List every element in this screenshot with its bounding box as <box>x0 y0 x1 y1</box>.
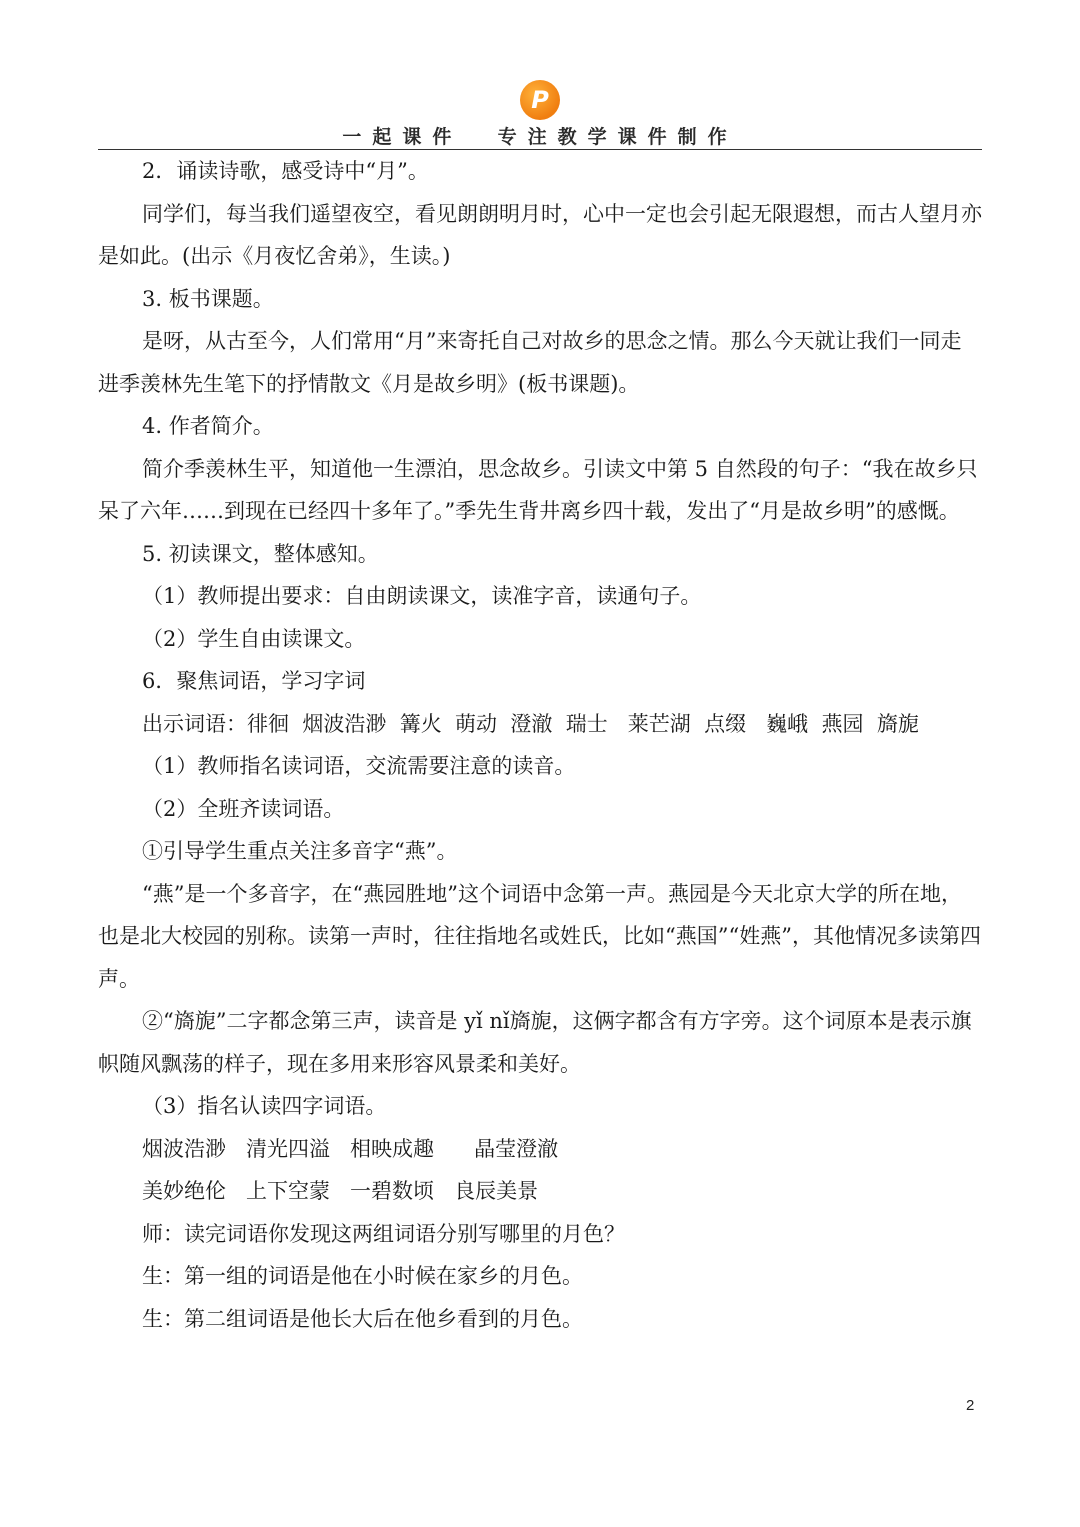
section-3-body: 是呀，从古至今，人们常用“月”来寄托自己对故乡的思念之情。那么今天就让我们一同走进季羡林先生笔下的抒情散文《月是故乡明》(板书课题)。 <box>98 329 962 396</box>
section-4-body: 简介季羡林生平，知道他一生漂泊，思念故乡。引读文中第 5 自然段的句子：“我在故乡只呆了六年……到现在已经四十多年了。”季先生背井离乡四十载，发出了“月是故乡明”的感慨。 <box>98 456 978 523</box>
word-group-1: 烟波浩渺 清光四溢 相映成趣 晶莹澄澈 <box>142 1136 559 1161</box>
page-number: 2 <box>966 1397 975 1414</box>
student-answer-2: 生：第二组词语是他长大后在他乡看到的月色。 <box>142 1306 583 1331</box>
section-5-title: 5. 初读课文，整体感知。 <box>142 541 379 566</box>
document-body <box>98 150 982 1340</box>
section-6-item-2: （2）全班齐读词语。 <box>142 796 345 821</box>
logo-letter: P <box>531 86 549 114</box>
section-2-title: 2．诵读诗歌，感受诗中“月”。 <box>142 159 429 183</box>
section-6-note-1: ①引导学生重点关注多音字“燕”。 <box>142 839 458 863</box>
student-answer-1: 生：第一组的词语是他在小时候在家乡的月色。 <box>142 1264 583 1288</box>
section-6-word-list: 出示词语：徘徊 烟波浩渺 篝火 萌动 澄澈 瑞士 莱芒湖 点缀 巍峨 燕园 旖旎 <box>142 711 919 736</box>
section-6-note-2: ②“旖旎”二字都念第三声，读音是 yǐ nǐ旖旎，这俩字都含有方字旁。这个词原本是表示旗帜随风飘荡的样子，现在多用来形容风景柔和美好。 <box>98 1009 972 1076</box>
page-header <box>98 80 982 152</box>
word-group-2: 美妙绝伦 上下空蒙 一碧数顷 良辰美景 <box>142 1179 539 1203</box>
section-4-title: 4. 作者简介。 <box>142 414 274 438</box>
section-2-body: 同学们，每当我们遥望夜空，看见朗朗明月时，心中一定也会引起无限遐想，而古人望月亦是如此。(出示《月夜忆舍弟》，生读。) <box>98 201 982 268</box>
section-3-title: 3. 板书课题。 <box>142 286 274 311</box>
logo-icon <box>520 80 560 120</box>
section-6-item-1: （1）教师指名读词语，交流需要注意的读音。 <box>142 754 576 778</box>
section-6-title: 6．聚焦词语，学习字词 <box>142 669 366 693</box>
section-5-item-2: （2）学生自由读课文。 <box>142 626 366 651</box>
section-6-item-3: （3）指名认读四字词语。 <box>142 1094 387 1118</box>
section-5-item-1: （1）教师提出要求：自由朗读课文，读准字音，读通句子。 <box>142 584 702 608</box>
teacher-question: 师：读完词语你发现这两组词语分别写哪里的月色？ <box>142 1221 625 1246</box>
header-tagline: 一起课件 专注教学课件制作 <box>342 126 738 148</box>
section-6-note-1-body: “燕”是一个多音字，在“燕园胜地”这个词语中念第一声。燕园是今天北京大学的所在地，也是北大校园的别称。读第一声时，往往指地名或姓氏，比如“燕国”“姓燕”，其他情况多读第四声。 <box>98 881 981 991</box>
